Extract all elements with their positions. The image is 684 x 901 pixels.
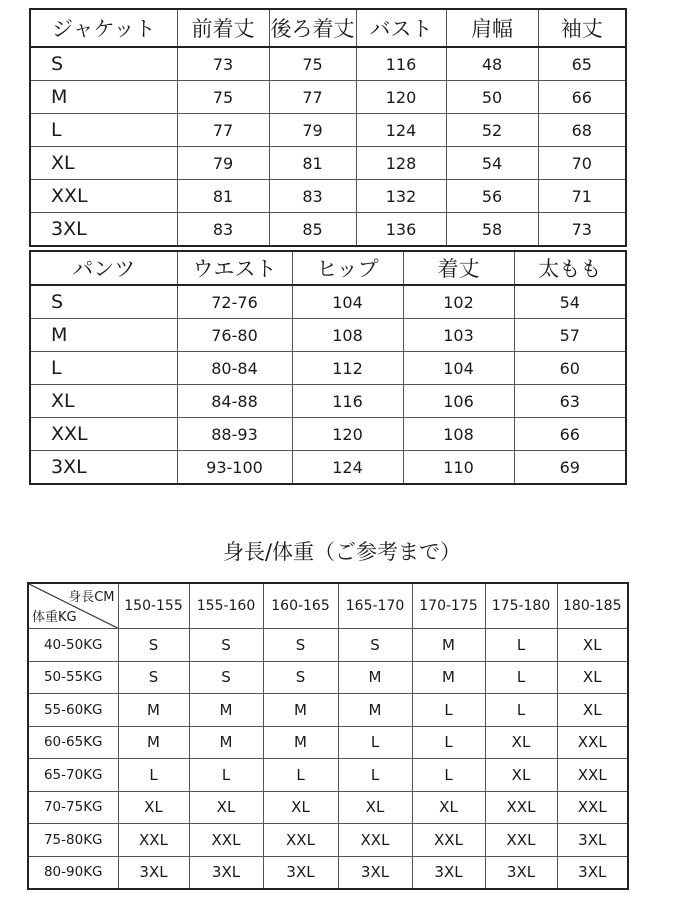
- guide-size-cell: M: [338, 694, 412, 727]
- guide-height-header: 160-165: [263, 583, 338, 629]
- jacket-value-cell: 83: [177, 213, 269, 247]
- guide-size-cell: S: [118, 629, 189, 662]
- guide-size-cell: XL: [485, 759, 557, 792]
- jacket-header-cell: 後ろ着丈: [269, 9, 356, 47]
- guide-size-cell: XXL: [338, 824, 412, 857]
- jacket-header-cell: 前着丈: [177, 9, 269, 47]
- pants-value-cell: 124: [292, 451, 403, 485]
- guide-size-cell: M: [263, 726, 338, 759]
- jacket-header-cell: 袖丈: [538, 9, 626, 47]
- jacket-value-cell: 77: [177, 114, 269, 147]
- guide-size-cell: M: [412, 661, 485, 694]
- guide-size-cell: 3XL: [189, 856, 263, 889]
- weight-axis-label: 体重KG: [32, 610, 77, 625]
- pants-value-cell: 84-88: [177, 385, 292, 418]
- jacket-value-cell: 68: [538, 114, 626, 147]
- pants-row: [30, 319, 626, 352]
- height-weight-guide-table: [27, 582, 629, 890]
- pants-value-cell: 57: [514, 319, 626, 352]
- guide-size-cell: S: [263, 629, 338, 662]
- jacket-row: [30, 114, 626, 147]
- guide-corner-cell: [28, 583, 118, 629]
- pants-value-cell: 112: [292, 352, 403, 385]
- jacket-row: [30, 213, 626, 247]
- guide-height-header: 175-180: [485, 583, 557, 629]
- pants-value-cell: 106: [403, 385, 514, 418]
- pants-header-cell: ウエスト: [177, 251, 292, 285]
- pants-row: [30, 285, 626, 319]
- pants-value-cell: 102: [403, 285, 514, 319]
- jacket-value-cell: 66: [538, 81, 626, 114]
- pants-value-cell: 63: [514, 385, 626, 418]
- jacket-header-cell: バスト: [356, 9, 446, 47]
- jacket-value-cell: 128: [356, 147, 446, 180]
- guide-size-cell: S: [263, 661, 338, 694]
- guide-size-cell: S: [118, 661, 189, 694]
- guide-size-cell: M: [189, 694, 263, 727]
- jacket-size-label: S: [30, 47, 177, 81]
- guide-size-cell: M: [412, 629, 485, 662]
- guide-size-cell: L: [338, 759, 412, 792]
- guide-height-header: 150-155: [118, 583, 189, 629]
- pants-value-cell: 108: [403, 418, 514, 451]
- guide-size-cell: L: [263, 759, 338, 792]
- guide-size-cell: L: [412, 726, 485, 759]
- guide-row: [28, 856, 628, 889]
- pants-size-table: [29, 250, 627, 485]
- jacket-value-cell: 52: [446, 114, 538, 147]
- guide-weight-label: 75-80KG: [28, 824, 118, 857]
- guide-height-header: 165-170: [338, 583, 412, 629]
- guide-weight-label: 40-50KG: [28, 629, 118, 662]
- jacket-row: [30, 81, 626, 114]
- pants-value-cell: 88-93: [177, 418, 292, 451]
- guide-size-cell: 3XL: [118, 856, 189, 889]
- pants-value-cell: 103: [403, 319, 514, 352]
- jacket-value-cell: 70: [538, 147, 626, 180]
- pants-header-row: [30, 251, 626, 285]
- pants-size-label: XXL: [30, 418, 177, 451]
- guide-size-cell: XXL: [557, 791, 628, 824]
- guide-row: [28, 694, 628, 727]
- guide-height-header: 180-185: [557, 583, 628, 629]
- pants-value-cell: 76-80: [177, 319, 292, 352]
- guide-size-cell: 3XL: [338, 856, 412, 889]
- guide-size-cell: XXL: [412, 824, 485, 857]
- jacket-size-label: XL: [30, 147, 177, 180]
- guide-size-cell: 3XL: [412, 856, 485, 889]
- jacket-value-cell: 73: [177, 47, 269, 81]
- jacket-value-cell: 56: [446, 180, 538, 213]
- guide-size-cell: XL: [557, 694, 628, 727]
- jacket-size-label: XXL: [30, 180, 177, 213]
- pants-value-cell: 66: [514, 418, 626, 451]
- guide-size-cell: XXL: [263, 824, 338, 857]
- guide-row: [28, 759, 628, 792]
- guide-header-row: [28, 583, 628, 629]
- jacket-size-label: 3XL: [30, 213, 177, 247]
- pants-size-label: S: [30, 285, 177, 319]
- pants-header-cell: パンツ: [30, 251, 177, 285]
- guide-size-cell: 3XL: [263, 856, 338, 889]
- pants-value-cell: 104: [403, 352, 514, 385]
- pants-value-cell: 60: [514, 352, 626, 385]
- guide-size-cell: L: [118, 759, 189, 792]
- jacket-value-cell: 58: [446, 213, 538, 247]
- pants-header-cell: ヒップ: [292, 251, 403, 285]
- jacket-header-cell: ジャケット: [30, 9, 177, 47]
- jacket-value-cell: 116: [356, 47, 446, 81]
- jacket-size-label: L: [30, 114, 177, 147]
- guide-row: [28, 629, 628, 662]
- guide-size-cell: XL: [557, 661, 628, 694]
- pants-row: [30, 352, 626, 385]
- pants-value-cell: 110: [403, 451, 514, 485]
- guide-size-cell: M: [263, 694, 338, 727]
- pants-value-cell: 72-76: [177, 285, 292, 319]
- jacket-value-cell: 124: [356, 114, 446, 147]
- guide-size-cell: XXL: [189, 824, 263, 857]
- guide-size-cell: XL: [189, 791, 263, 824]
- guide-weight-label: 70-75KG: [28, 791, 118, 824]
- guide-size-cell: L: [412, 759, 485, 792]
- pants-header-cell: 太もも: [514, 251, 626, 285]
- guide-size-cell: XL: [338, 791, 412, 824]
- jacket-size-table: [29, 8, 627, 247]
- guide-row: [28, 726, 628, 759]
- guide-size-cell: L: [485, 661, 557, 694]
- guide-size-cell: L: [412, 694, 485, 727]
- jacket-value-cell: 73: [538, 213, 626, 247]
- size-guide-title: 身長/体重（ご参考まで）: [222, 540, 462, 564]
- jacket-value-cell: 77: [269, 81, 356, 114]
- pants-value-cell: 120: [292, 418, 403, 451]
- guide-table-body: [28, 583, 628, 889]
- jacket-value-cell: 54: [446, 147, 538, 180]
- jacket-row: [30, 180, 626, 213]
- pants-size-label: M: [30, 319, 177, 352]
- jacket-value-cell: 81: [269, 147, 356, 180]
- guide-weight-label: 80-90KG: [28, 856, 118, 889]
- pants-value-cell: 116: [292, 385, 403, 418]
- guide-size-cell: M: [118, 726, 189, 759]
- pants-table-body: [30, 251, 626, 484]
- jacket-value-cell: 65: [538, 47, 626, 81]
- pants-value-cell: 54: [514, 285, 626, 319]
- jacket-header-cell: 肩幅: [446, 9, 538, 47]
- jacket-row: [30, 147, 626, 180]
- jacket-value-cell: 85: [269, 213, 356, 247]
- jacket-size-label: M: [30, 81, 177, 114]
- guide-size-cell: 3XL: [557, 856, 628, 889]
- jacket-value-cell: 75: [269, 47, 356, 81]
- guide-weight-label: 65-70KG: [28, 759, 118, 792]
- pants-row: [30, 451, 626, 485]
- jacket-row: [30, 47, 626, 81]
- guide-size-cell: M: [118, 694, 189, 727]
- pants-row: [30, 385, 626, 418]
- guide-size-cell: L: [189, 759, 263, 792]
- guide-size-cell: XL: [557, 629, 628, 662]
- jacket-value-cell: 132: [356, 180, 446, 213]
- guide-weight-label: 60-65KG: [28, 726, 118, 759]
- pants-value-cell: 80-84: [177, 352, 292, 385]
- guide-height-header: 170-175: [412, 583, 485, 629]
- guide-size-cell: L: [338, 726, 412, 759]
- pants-value-cell: 104: [292, 285, 403, 319]
- jacket-value-cell: 48: [446, 47, 538, 81]
- guide-height-header: 155-160: [189, 583, 263, 629]
- guide-size-cell: M: [338, 661, 412, 694]
- guide-size-cell: XXL: [485, 824, 557, 857]
- guide-size-cell: S: [338, 629, 412, 662]
- pants-value-cell: 69: [514, 451, 626, 485]
- height-axis-label: 身長CM: [68, 590, 115, 605]
- jacket-value-cell: 136: [356, 213, 446, 247]
- jacket-value-cell: 83: [269, 180, 356, 213]
- guide-size-cell: XXL: [557, 759, 628, 792]
- guide-size-cell: 3XL: [557, 824, 628, 857]
- pants-size-label: 3XL: [30, 451, 177, 485]
- guide-size-cell: XXL: [118, 824, 189, 857]
- guide-size-cell: XL: [412, 791, 485, 824]
- pants-value-cell: 108: [292, 319, 403, 352]
- jacket-value-cell: 79: [177, 147, 269, 180]
- pants-value-cell: 93-100: [177, 451, 292, 485]
- jacket-value-cell: 120: [356, 81, 446, 114]
- guide-size-cell: XL: [263, 791, 338, 824]
- guide-row: [28, 824, 628, 857]
- guide-size-cell: 3XL: [485, 856, 557, 889]
- jacket-value-cell: 50: [446, 81, 538, 114]
- guide-size-cell: L: [485, 694, 557, 727]
- pants-size-label: L: [30, 352, 177, 385]
- pants-size-label: XL: [30, 385, 177, 418]
- jacket-value-cell: 75: [177, 81, 269, 114]
- jacket-value-cell: 81: [177, 180, 269, 213]
- guide-size-cell: XXL: [485, 791, 557, 824]
- guide-row: [28, 791, 628, 824]
- guide-size-cell: S: [189, 661, 263, 694]
- guide-size-cell: L: [485, 629, 557, 662]
- guide-row: [28, 661, 628, 694]
- pants-header-cell: 着丈: [403, 251, 514, 285]
- guide-weight-label: 50-55KG: [28, 661, 118, 694]
- jacket-header-row: [30, 9, 626, 47]
- guide-size-cell: XL: [118, 791, 189, 824]
- guide-size-cell: XL: [485, 726, 557, 759]
- pants-row: [30, 418, 626, 451]
- jacket-table-body: [30, 9, 626, 246]
- jacket-value-cell: 79: [269, 114, 356, 147]
- guide-size-cell: XXL: [557, 726, 628, 759]
- guide-size-cell: M: [189, 726, 263, 759]
- jacket-value-cell: 71: [538, 180, 626, 213]
- guide-weight-label: 55-60KG: [28, 694, 118, 727]
- guide-size-cell: S: [189, 629, 263, 662]
